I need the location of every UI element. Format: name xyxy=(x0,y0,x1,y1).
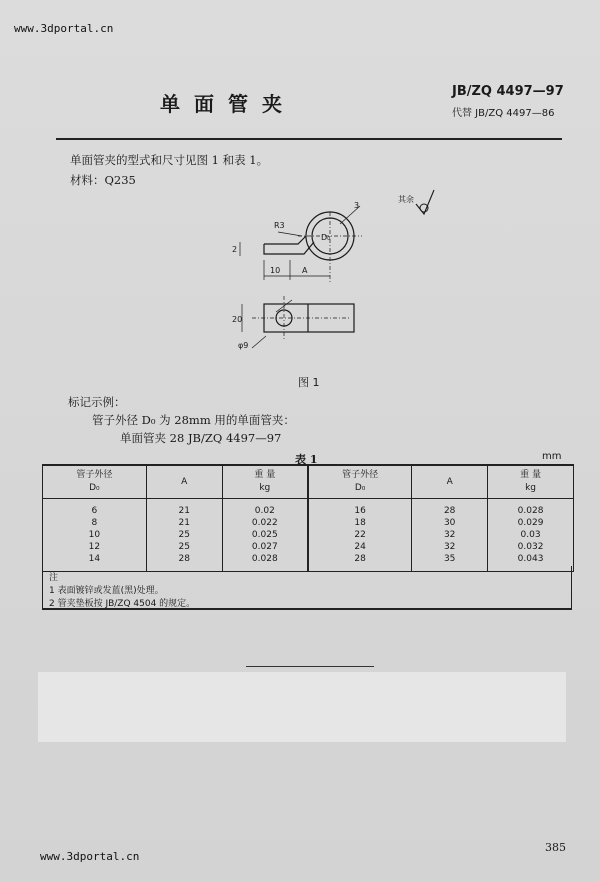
page-title: 单面管夹 xyxy=(160,92,296,116)
fig-label-d0: D₀ xyxy=(321,233,331,242)
marking-heading: 标记示例： xyxy=(68,395,126,409)
table-title: 表 1 xyxy=(295,453,318,466)
table-row: 12 25 0.027 24 32 0.032 xyxy=(43,541,574,553)
blank-scan-band xyxy=(38,672,566,742)
col-header-diameter-left: 管子外径 D₀ xyxy=(43,465,147,499)
table-row: 6 21 0.02 16 28 0.028 xyxy=(43,499,574,518)
dimension-table xyxy=(42,464,574,572)
table-row: 8 21 0.022 18 30 0.029 xyxy=(43,517,574,529)
col-header-diameter-right: 管子外径 D₀ xyxy=(308,465,412,499)
fig-label-3: 3 xyxy=(354,201,360,210)
end-rule xyxy=(246,666,374,667)
col-header-weight-right: 重 量 kg xyxy=(488,465,574,499)
page-number: 385 xyxy=(545,841,566,854)
fig-label-rest: 其余 xyxy=(398,195,414,204)
watermark-top: www.3dportal.cn xyxy=(14,22,114,35)
table-notes xyxy=(42,566,572,610)
replaces-standard: 代替 JB/ZQ 4497—86 xyxy=(452,108,555,119)
figure-caption: 图 1 xyxy=(298,376,320,389)
notes-heading: 注 xyxy=(49,573,59,583)
note-item: 2 管夹垫板按 JB/ZQ 4504 的规定。 xyxy=(49,599,196,609)
watermark-bottom: www.3dportal.cn xyxy=(40,850,140,863)
fig-label-10: 10 xyxy=(270,266,281,275)
marking-desc: 管子外径 D₀ 为 28mm 用的单面管夹： xyxy=(92,413,295,427)
table-row: 14 28 0.028 28 35 0.043 xyxy=(43,553,574,572)
fig-label-2: 2 xyxy=(232,245,238,254)
header-rule xyxy=(56,138,562,140)
col-header-a-right: A xyxy=(412,465,488,499)
fig-label-a: A xyxy=(302,266,308,275)
material-text: 材料：Q235 xyxy=(70,173,136,187)
table-unit: mm xyxy=(542,451,562,462)
col-header-a-left: A xyxy=(146,465,222,499)
fig-label-20: 20 xyxy=(232,315,243,324)
col-header-weight-left: 重 量 kg xyxy=(222,465,308,499)
fig-label-r3: R3 xyxy=(274,221,285,230)
table-row: 10 25 0.025 22 32 0.03 xyxy=(43,529,574,541)
marking-example: 单面管夹 28 JB/ZQ 4497—97 xyxy=(120,431,282,445)
figure-1-drawing xyxy=(180,188,470,378)
intro-text: 单面管夹的型式和尺寸见图 1 和表 1。 xyxy=(70,153,269,167)
note-item: 1 表面镀锌或发蓝(黑)处理。 xyxy=(49,586,164,596)
fig-label-phi9: φ9 xyxy=(238,341,249,350)
standard-number: JB/ZQ 4497—97 xyxy=(452,84,564,99)
